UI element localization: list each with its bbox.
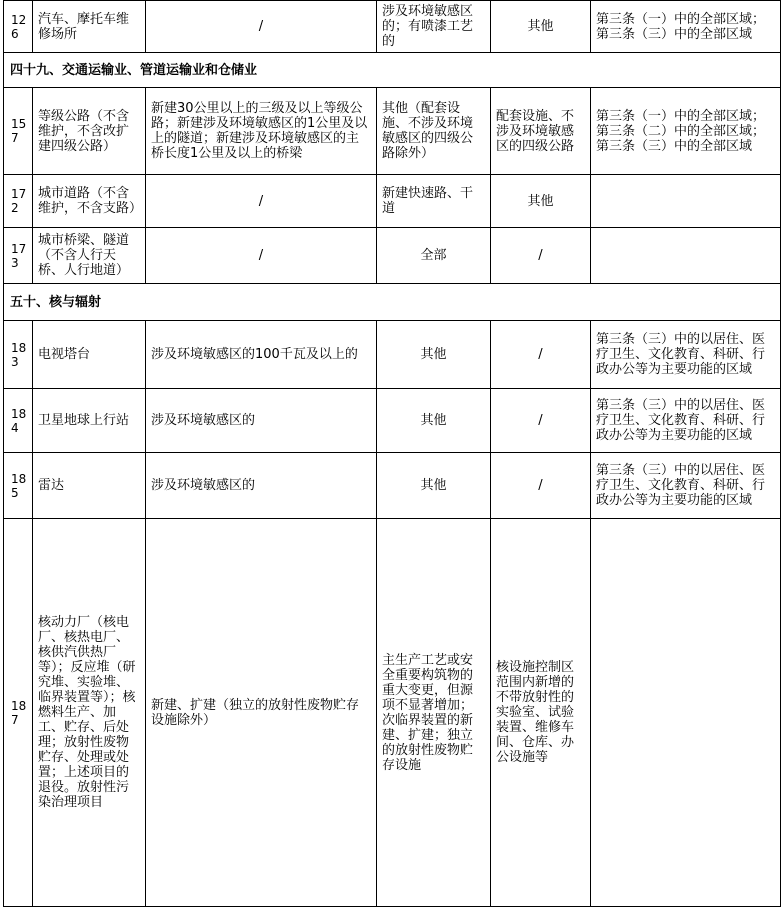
registration-form-scope: /: [491, 321, 591, 389]
registration-form-scope: 其他: [491, 1, 591, 53]
report-book-scope: 涉及环境敏感区的100千瓦及以上的: [146, 321, 377, 389]
project-name: 城市道路（不含维护，不含支路）: [33, 175, 146, 228]
row-number: 18 7: [4, 519, 33, 907]
section-row: [4, 284, 781, 321]
report-form-scope: 其他（配套设施、不涉及环境敏感区的四级公路除外）: [377, 88, 491, 175]
table-row: [4, 389, 781, 453]
table-row: [4, 1, 781, 53]
report-form-scope: 涉及环境敏感区的；有喷漆工艺的: [377, 1, 491, 53]
table-row: [4, 228, 781, 284]
sensitive-area: [591, 228, 781, 284]
table-row: [4, 453, 781, 519]
section-title: 五十、核与辐射: [4, 284, 781, 321]
registration-form-scope: 其他: [491, 175, 591, 228]
report-form-scope: 其他: [377, 389, 491, 453]
project-name: 城市桥梁、隧道（不含人行天桥、人行地道）: [33, 228, 146, 284]
sensitive-area: [591, 175, 781, 228]
section-row: [4, 53, 781, 88]
project-name: 电视塔台: [33, 321, 146, 389]
project-classification-table: [3, 0, 781, 907]
project-name: 等级公路（不含维护，不含改扩建四级公路）: [33, 88, 146, 175]
registration-form-scope: /: [491, 453, 591, 519]
report-form-scope: 其他: [377, 321, 491, 389]
table-row: [4, 175, 781, 228]
sensitive-area: 第三条（三）中的以居住、医疗卫生、文化教育、科研、行政办公等为主要功能的区域: [591, 453, 781, 519]
report-book-scope: /: [146, 1, 377, 53]
table-row: [4, 519, 781, 907]
sensitive-area: 第三条（一）中的全部区域；第三条（二）中的全部区域；第三条（三）中的全部区域: [591, 88, 781, 175]
registration-form-scope: /: [491, 228, 591, 284]
report-form-scope: 其他: [377, 453, 491, 519]
table-row: [4, 321, 781, 389]
report-form-scope: 新建快速路、干道: [377, 175, 491, 228]
report-book-scope: 新建、扩建（独立的放射性废物贮存设施除外）: [146, 519, 377, 907]
report-form-scope: 主生产工艺或安全重要构筑物的重大变更，但源项不显著增加；次临界装置的新建、扩建；独立的放射性废物贮存设施: [377, 519, 491, 907]
report-book-scope: 涉及环境敏感区的: [146, 453, 377, 519]
report-form-scope: 全部: [377, 228, 491, 284]
sensitive-area: 第三条（一）中的全部区域；第三条（三）中的全部区域: [591, 1, 781, 53]
row-number: 18 3: [4, 321, 33, 389]
table-row: [4, 88, 781, 175]
row-number: 17 3: [4, 228, 33, 284]
row-number: 12 6: [4, 1, 33, 53]
project-name: 雷达: [33, 453, 146, 519]
registration-form-scope: 核设施控制区范围内新增的不带放射性的实验室、试验装置、维修车间、仓库、办公设施等: [491, 519, 591, 907]
sensitive-area: 第三条（三）中的以居住、医疗卫生、文化教育、科研、行政办公等为主要功能的区域: [591, 321, 781, 389]
project-name: 卫星地球上行站: [33, 389, 146, 453]
row-number: 17 2: [4, 175, 33, 228]
registration-form-scope: /: [491, 389, 591, 453]
registration-form-scope: 配套设施、不涉及环境敏感区的四级公路: [491, 88, 591, 175]
sensitive-area: [591, 519, 781, 907]
report-book-scope: /: [146, 228, 377, 284]
project-name: 汽车、摩托车维修场所: [33, 1, 146, 53]
project-name: 核动力厂（核电厂、核热电厂、核供汽供热厂等）；反应堆（研究堆、实验堆、临界装置等）；核燃料生产、加工、贮存、后处理；放射性废物贮存、处理或处置；上述项目的退役。放射性污染治理项目: [33, 519, 146, 907]
section-title: 四十九、交通运输业、管道运输业和仓储业: [4, 53, 781, 88]
report-book-scope: /: [146, 175, 377, 228]
report-book-scope: 涉及环境敏感区的: [146, 389, 377, 453]
row-number: 18 5: [4, 453, 33, 519]
row-number: 15 7: [4, 88, 33, 175]
sensitive-area: 第三条（三）中的以居住、医疗卫生、文化教育、科研、行政办公等为主要功能的区域: [591, 389, 781, 453]
row-number: 18 4: [4, 389, 33, 453]
report-book-scope: 新建30公里以上的三级及以上等级公路；新建涉及环境敏感区的1公里及以上的隧道；新建涉及环境敏感区的主桥长度1公里及以上的桥梁: [146, 88, 377, 175]
